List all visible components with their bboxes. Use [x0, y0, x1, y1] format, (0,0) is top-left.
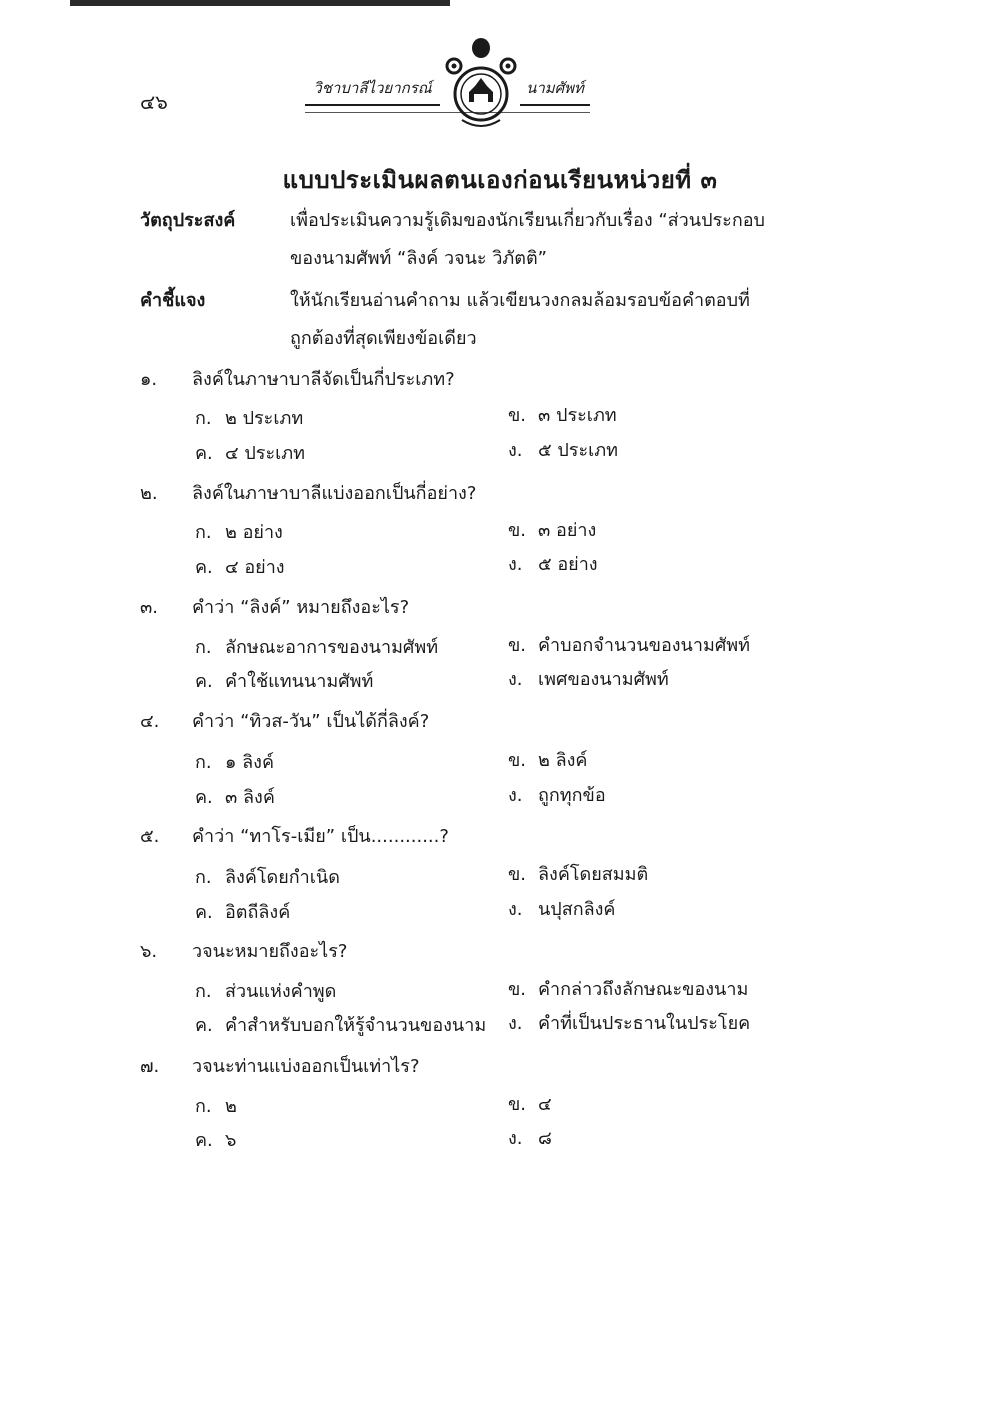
- option-mark: ข.: [508, 979, 527, 1000]
- option-mark: ง.: [508, 1128, 523, 1149]
- option-b[interactable]: [508, 859, 648, 888]
- option-text: คำกล่าวถึงลักษณะของนาม: [538, 979, 749, 1000]
- question-text: วจนะท่านแบ่งออกเป็นเท่าไร?: [192, 1056, 420, 1077]
- question-number: ๖.: [140, 941, 158, 962]
- instruction-line: ให้นักเรียนอ่านคำถาม แล้วเขียนวงกลมล้อมรอบข้อคำตอบที่: [290, 290, 750, 311]
- option-text: ๒ อย่าง: [225, 522, 283, 543]
- option-mark: ข.: [508, 864, 527, 885]
- option-mark: ก.: [195, 522, 212, 543]
- option-d[interactable]: [508, 1008, 750, 1037]
- option-text: ๔ อย่าง: [225, 557, 285, 578]
- option-c[interactable]: [195, 438, 305, 467]
- option-c[interactable]: [195, 897, 290, 926]
- question-number: ๑.: [140, 369, 158, 390]
- option-mark: ก.: [195, 408, 212, 429]
- option-mark: ง.: [508, 440, 523, 461]
- option-mark: ก.: [195, 981, 212, 1002]
- option-mark: ง.: [508, 1013, 523, 1034]
- question-text: คำว่า “ทิวส-วัน” เป็นได้กี่ลิงค์?: [192, 711, 430, 732]
- question-number: ๒.: [140, 483, 158, 504]
- option-a[interactable]: [195, 632, 438, 661]
- option-d[interactable]: [508, 780, 606, 809]
- objective-text: [290, 202, 830, 278]
- option-mark: ค.: [195, 443, 213, 464]
- option-a[interactable]: [195, 403, 303, 432]
- option-b[interactable]: [508, 1089, 552, 1118]
- option-b[interactable]: [508, 630, 750, 659]
- page-title: แบบประเมินผลตนเองก่อนเรียนหน่วยที่ ๓: [282, 166, 718, 194]
- question-text: ลิงค์ในภาษาบาลีจัดเป็นกี่ประเภท?: [192, 369, 455, 390]
- instruction-line: ถูกต้องที่สุดเพียงข้อเดียว: [290, 328, 477, 349]
- option-text: เพศของนามศัพท์: [538, 669, 669, 690]
- option-a[interactable]: [195, 862, 340, 891]
- question-number: ๕.: [140, 826, 160, 847]
- option-text: ๕ อย่าง: [538, 554, 598, 575]
- option-text: ๓ ลิงค์: [225, 787, 275, 808]
- option-b[interactable]: [508, 400, 617, 429]
- option-b[interactable]: [508, 515, 596, 544]
- instruction-text: [290, 282, 830, 358]
- question-number: ๗.: [140, 1056, 160, 1077]
- option-d[interactable]: [508, 894, 615, 923]
- option-mark: ข.: [508, 635, 527, 656]
- option-mark: ข.: [508, 520, 527, 541]
- option-text: ถูกทุกข้อ: [538, 785, 606, 806]
- option-d[interactable]: [508, 549, 598, 578]
- option-mark: ก.: [195, 867, 212, 888]
- instruction-label: คำชี้แจง: [140, 290, 206, 311]
- option-mark: ค.: [195, 1130, 213, 1151]
- option-text: ลิงค์โดยกำเนิด: [225, 867, 340, 888]
- option-text: ๑ ลิงค์: [225, 752, 275, 773]
- page-number: ๔๖: [140, 90, 168, 114]
- question-number: ๔.: [140, 711, 160, 732]
- option-text: ๕ ประเภท: [538, 440, 618, 461]
- option-text: ลักษณะอาการของนามศัพท์: [225, 637, 439, 658]
- option-mark: ค.: [195, 671, 213, 692]
- header-chapter-title: นามศัพท์: [520, 76, 590, 106]
- option-text: ๔: [538, 1094, 552, 1115]
- option-a[interactable]: [195, 747, 274, 776]
- header-course-title: วิชาบาลีไวยากรณ์: [305, 76, 440, 106]
- option-text: ๓ ประเภท: [538, 405, 617, 426]
- objective-section: [140, 202, 840, 282]
- objective-label: วัตถุประสงค์: [140, 210, 236, 231]
- option-text: ๓ อย่าง: [538, 520, 597, 541]
- option-text: ๒ ประเภท: [225, 408, 304, 429]
- question-text: ลิงค์ในภาษาบาลีแบ่งออกเป็นกี่อย่าง?: [192, 483, 477, 504]
- top-rule: [70, 0, 450, 6]
- option-text: ๒ ลิงค์: [538, 750, 588, 771]
- question-text: คำว่า “ลิงค์” หมายถึงอะไร?: [192, 597, 410, 618]
- option-c[interactable]: [195, 1010, 486, 1039]
- option-text: คำบอกจำนวนของนามศัพท์: [538, 635, 750, 656]
- option-text: ส่วนแห่งคำพูด: [225, 981, 337, 1002]
- option-c[interactable]: [195, 782, 275, 811]
- option-text: คำใช้แทนนามศัพท์: [225, 671, 374, 692]
- option-text: ๔ ประเภท: [225, 443, 305, 464]
- option-mark: ค.: [195, 902, 213, 923]
- option-a[interactable]: [195, 517, 283, 546]
- option-mark: ง.: [508, 669, 523, 690]
- instruction-section: [140, 282, 840, 362]
- option-text: ลิงค์โดยสมมติ: [538, 864, 649, 885]
- option-text: อิตถีลิงค์: [225, 902, 291, 923]
- option-b[interactable]: [508, 974, 748, 1003]
- option-mark: ค.: [195, 787, 213, 808]
- option-mark: ก.: [195, 637, 212, 658]
- option-text: คำที่เป็นประธานในประโยค: [538, 1013, 751, 1034]
- question-text: วจนะหมายถึงอะไร?: [192, 941, 348, 962]
- option-a[interactable]: [195, 976, 336, 1005]
- option-mark: ก.: [195, 1096, 212, 1117]
- option-text: คำสำหรับบอกให้รู้จำนวนของนาม: [225, 1015, 487, 1036]
- option-c[interactable]: [195, 1125, 236, 1154]
- objective-line: ของนามศัพท์ “ลิงค์ วจนะ วิภัตติ”: [290, 248, 547, 269]
- objective-line: เพื่อประเมินความรู้เดิมของนักเรียนเกี่ยวกับเรื่อง “ส่วนประกอบ: [290, 210, 765, 231]
- option-text: ๒: [225, 1096, 237, 1117]
- question-number: ๓.: [140, 597, 159, 618]
- option-a[interactable]: [195, 1091, 237, 1120]
- option-c[interactable]: [195, 666, 373, 695]
- option-d[interactable]: [508, 435, 618, 464]
- option-d[interactable]: [508, 1123, 552, 1152]
- option-mark: ง.: [508, 785, 523, 806]
- option-mark: ค.: [195, 557, 213, 578]
- institution-emblem-icon: [440, 36, 522, 136]
- option-text: ๘: [538, 1128, 552, 1149]
- option-text: ๖: [225, 1130, 237, 1151]
- option-mark: ข.: [508, 750, 527, 771]
- option-text: นปุสกลิงค์: [538, 899, 616, 920]
- option-c[interactable]: [195, 552, 285, 581]
- option-mark: ก.: [195, 752, 212, 773]
- option-b[interactable]: [508, 745, 587, 774]
- option-mark: ง.: [508, 899, 523, 920]
- option-mark: ง.: [508, 554, 523, 575]
- option-d[interactable]: [508, 664, 669, 693]
- option-mark: ข.: [508, 1094, 527, 1115]
- option-mark: ข.: [508, 405, 527, 426]
- option-mark: ค.: [195, 1015, 213, 1036]
- question-text: คำว่า “ทาโร-เมีย” เป็น............?: [192, 826, 449, 847]
